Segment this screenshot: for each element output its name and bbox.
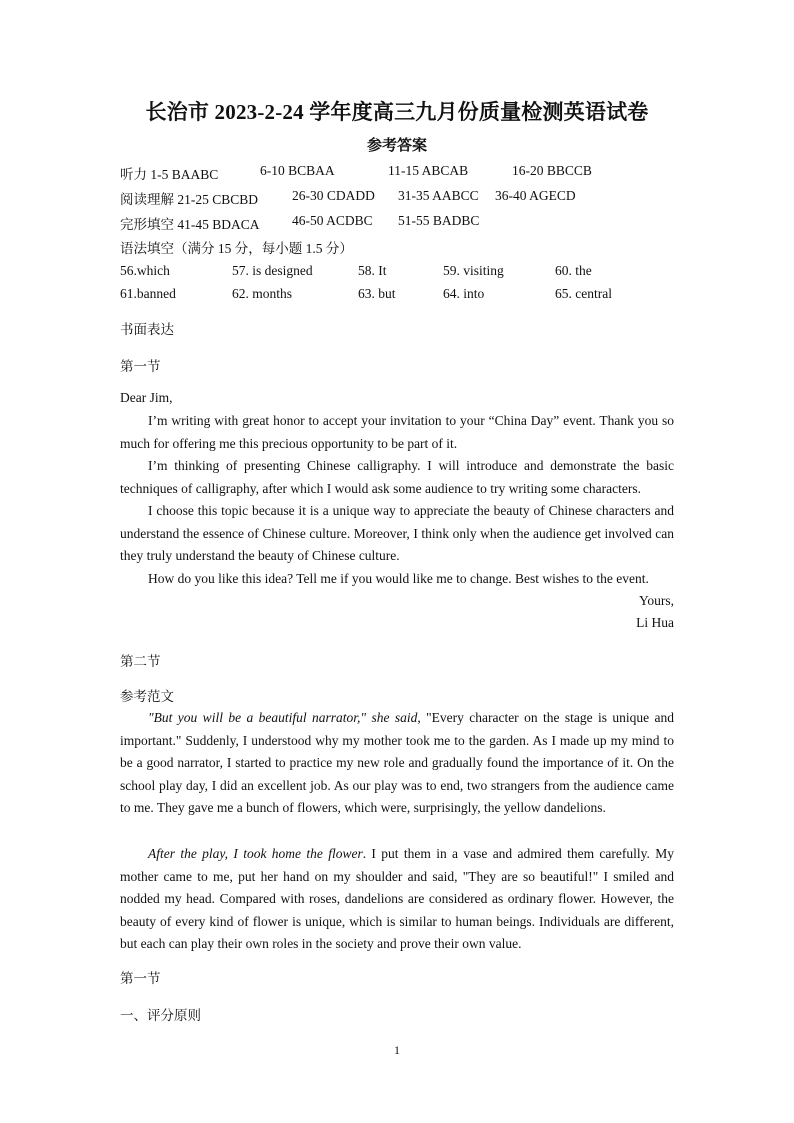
cloze-group-3: 51-55 BADBC <box>398 213 480 228</box>
page-number: 1 <box>394 1043 400 1057</box>
sample-paragraph-2 <box>120 843 674 956</box>
letter-salutation: Dear Jim, <box>120 390 173 405</box>
grammar-answer: 57. is designed <box>232 263 313 278</box>
grammar-answer: 64. into <box>443 286 485 301</box>
section-2-heading: 第二节 <box>120 654 161 669</box>
grammar-heading: 语法填空（满分 15 分，每小题 1.5 分） <box>120 241 353 256</box>
grammar-answer: 62. months <box>232 286 293 301</box>
grammar-answer: 65. central <box>555 286 612 301</box>
reading-group-4: 36-40 AGECD <box>495 188 576 203</box>
grammar-answer: 63. but <box>358 286 396 301</box>
sample-paragraph-2-opening: After the play, I took home the flower <box>148 846 363 861</box>
listening-group-1: 听力 1-5 BAABC <box>120 167 219 182</box>
letter-closing: Yours, <box>638 593 674 608</box>
sample-paragraph-1-opening: "But you will be a beautiful narrator," she said <box>148 710 418 725</box>
scoring-principles-heading: 一、评分原则 <box>120 1008 201 1023</box>
listening-group-2: 6-10 BCBAA <box>260 163 335 178</box>
grammar-answer: 59. visiting <box>443 263 504 278</box>
letter-signature: Li Hua <box>636 615 674 630</box>
letter-paragraph: How do you like this idea? Tell me if you would like me to change. Best wishes to the event. <box>148 571 649 586</box>
writing-heading: 书面表达 <box>120 322 174 337</box>
grammar-answer: 61.banned <box>120 286 176 301</box>
reading-group-2: 26-30 CDADD <box>292 188 375 203</box>
sample-essay-heading: 参考范文 <box>120 689 174 704</box>
page-title: 长治市 2023-2-24 学年度高三九月份质量检测英语试卷 <box>145 100 649 124</box>
section-3-heading: 第一节 <box>120 971 161 986</box>
grammar-answer: 58. It <box>358 263 387 278</box>
grammar-answer: 56.which <box>120 263 170 278</box>
sample-paragraph-1-body: , "Every character on the stage is unique and important." Suddenly, I understood why my mother took me to the garden. As I made up my mind to be a good narrator, I started to practice my new role and gradually found the importance of it. On the school play day, I did an excellent job. As our play was to end, two strangers from the audience came to me. They gave me a bunch of flowers, which were, surprisingly, the yellow dandelions. <box>120 710 674 815</box>
letter-paragraph: I’m writing with great honor to accept your invitation to your “China Day” event. Thank you so much for offering me this precious opportunity to be part of it. <box>120 413 674 451</box>
reading-group-1: 阅读理解 21-25 CBCBD <box>120 192 259 207</box>
cloze-group-1: 完形填空 41-45 BDACA <box>120 217 260 232</box>
cloze-group-2: 46-50 ACDBC <box>292 213 373 228</box>
letter-paragraph: I’m thinking of presenting Chinese calligraphy. I will introduce and demonstrate the basic techniques of calligraphy, after which I would ask some audience to try writing some characters. <box>120 458 674 496</box>
section-1-heading: 第一节 <box>120 359 161 374</box>
letter-paragraph: I choose this topic because it is a unique way to appreciate the beauty of Chinese characters and understand the essence of Chinese culture. Moreover, I think only when the audience get involved can they truly understand the beauty of Chinese culture. <box>120 503 674 563</box>
sample-paragraph-1 <box>120 707 674 820</box>
grammar-answer: 60. the <box>555 263 592 278</box>
answer-key-heading: 参考答案 <box>366 138 427 154</box>
listening-group-3: 11-15 ABCAB <box>388 163 469 178</box>
reading-group-3: 31-35 AABCC <box>398 188 479 203</box>
listening-group-4: 16-20 BBCCB <box>512 163 592 178</box>
sample-paragraph-2-body: . I put them in a vase and admired them carefully. My mother came to me, put her hand on my shoulder and said, "They are so beautiful!" I smiled and nodded my head. Compared with roses, dandelions are considered as ordinary flower. However, the beauty of every kind of flower is unique, which is similar to human beings. Individuals are different, but each can play their own roles in the society and prove their own value. <box>120 846 674 951</box>
